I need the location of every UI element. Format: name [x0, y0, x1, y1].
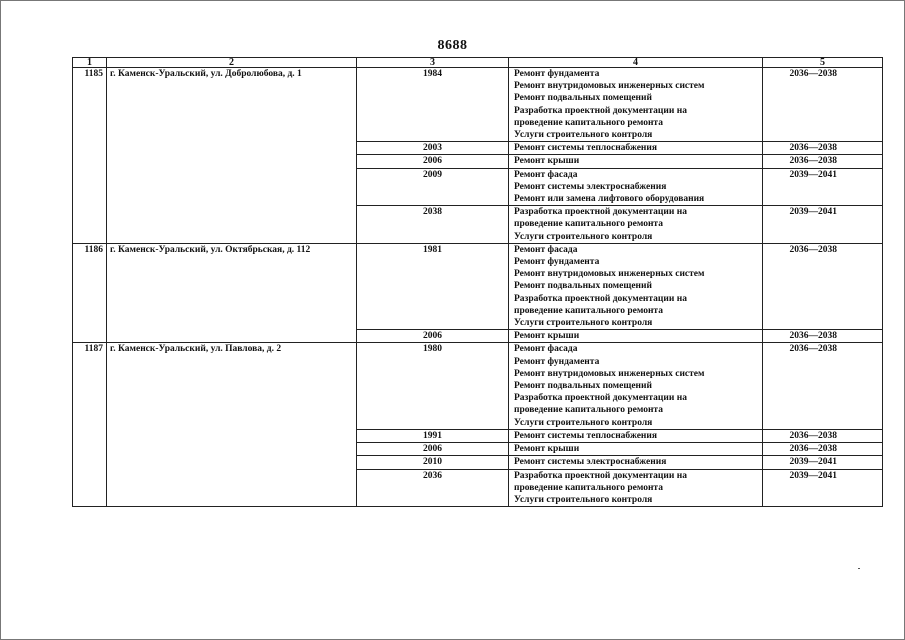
entry-number: 1187 — [73, 343, 107, 507]
work-item: Разработка проектной документации на — [514, 207, 687, 218]
entry-number: 1185 — [73, 68, 107, 244]
work-item: Услуги строительного контроля — [514, 494, 653, 505]
build-year: 2006 — [357, 155, 509, 168]
work-item: Разработка проектной документации на — [514, 105, 687, 116]
repair-period: 2036—2038 — [763, 443, 883, 456]
header-row — [73, 58, 883, 68]
repair-schedule-table — [72, 57, 883, 507]
build-year: 2038 — [357, 206, 509, 244]
entry-address: г. Каменск-Уральский, ул. Октябрьская, д. 112 — [107, 243, 357, 343]
work-item: Услуги строительного контроля — [514, 318, 653, 329]
work-list — [509, 456, 763, 469]
work-item: Ремонт системы электроснабжения — [514, 181, 667, 192]
repair-period: 2036—2038 — [763, 68, 883, 142]
header-col-2: 2 — [107, 58, 357, 68]
work-list — [509, 155, 763, 168]
work-item: Разработка проектной документации на — [514, 393, 687, 404]
work-item: Ремонт подвальных помещений — [514, 281, 652, 292]
work-item: Ремонт фасада — [514, 169, 578, 180]
work-item: Ремонт внутридомовых инженерных систем — [514, 81, 705, 92]
build-year: 2003 — [357, 142, 509, 155]
work-item: Ремонт крыши — [514, 444, 580, 455]
work-list — [509, 429, 763, 442]
work-item: Услуги строительного контроля — [514, 231, 653, 242]
work-item: Ремонт фасада — [514, 244, 578, 255]
table-row — [73, 343, 883, 429]
work-list — [509, 343, 763, 429]
work-item: Ремонт фасада — [514, 344, 578, 355]
work-item: Ремонт или замена лифтового оборудования — [514, 194, 705, 205]
table-body — [73, 68, 883, 507]
work-item: Ремонт фундамента — [514, 69, 600, 79]
scan-speck — [858, 568, 860, 569]
build-year: 1981 — [357, 243, 509, 329]
work-item: проведение капитального ремонта — [514, 482, 663, 493]
work-item: Ремонт фундамента — [514, 257, 600, 268]
work-item: Ремонт внутридомовых инженерных систем — [514, 269, 705, 280]
work-item: проведение капитального ремонта — [514, 219, 663, 230]
page-number: 8688 — [437, 38, 468, 53]
work-list — [509, 443, 763, 456]
work-list — [509, 330, 763, 343]
repair-period: 2039—2041 — [763, 469, 883, 507]
build-year: 2009 — [357, 168, 509, 206]
work-item: Услуги строительного контроля — [514, 417, 653, 428]
work-list — [509, 243, 763, 329]
work-item: Ремонт системы теплоснабжения — [514, 430, 658, 441]
work-item: проведение капитального ремонта — [514, 305, 663, 316]
header-col-3: 3 — [357, 58, 509, 68]
work-list — [509, 206, 763, 244]
repair-period: 2039—2041 — [763, 206, 883, 244]
work-list — [509, 168, 763, 206]
build-year: 1991 — [357, 429, 509, 442]
work-item: Ремонт подвальных помещений — [514, 381, 652, 392]
work-item: Разработка проектной документации на — [514, 293, 687, 304]
build-year: 2006 — [357, 330, 509, 343]
work-list — [509, 142, 763, 155]
work-item: Ремонт крыши — [514, 156, 580, 167]
header-col-4: 4 — [509, 58, 763, 68]
work-item: проведение капитального ремонта — [514, 405, 663, 416]
work-item: Разработка проектной документации на — [514, 470, 687, 481]
work-item: Услуги строительного контроля — [514, 130, 653, 141]
table-row — [73, 243, 883, 329]
work-item: Ремонт внутридомовых инженерных систем — [514, 368, 705, 379]
work-item: Ремонт крыши — [514, 331, 580, 342]
build-year: 1984 — [357, 68, 509, 142]
build-year: 2006 — [357, 443, 509, 456]
entry-address: г. Каменск-Уральский, ул. Павлова, д. 2 — [107, 343, 357, 507]
table-row — [73, 68, 883, 142]
repair-period: 2036—2038 — [763, 243, 883, 329]
entry-number: 1186 — [73, 243, 107, 343]
work-list — [509, 469, 763, 507]
build-year: 2010 — [357, 456, 509, 469]
entry-address: г. Каменск-Уральский, ул. Добролюбова, д. 1 — [107, 68, 357, 244]
repair-period: 2036—2038 — [763, 343, 883, 429]
repair-period: 2036—2038 — [763, 155, 883, 168]
repair-period: 2039—2041 — [763, 456, 883, 469]
work-list — [509, 68, 763, 142]
work-item: Ремонт системы электроснабжения — [514, 457, 667, 468]
repair-period: 2036—2038 — [763, 330, 883, 343]
work-item: Ремонт фундамента — [514, 356, 600, 367]
header-col-1: 1 — [73, 58, 107, 68]
repair-period: 2036—2038 — [763, 429, 883, 442]
work-item: проведение капитального ремонта — [514, 117, 663, 128]
build-year: 2036 — [357, 469, 509, 507]
header-col-5: 5 — [763, 58, 883, 68]
repair-period: 2036—2038 — [763, 142, 883, 155]
work-item: Ремонт подвальных помещений — [514, 93, 652, 104]
repair-period: 2039—2041 — [763, 168, 883, 206]
build-year: 1980 — [357, 343, 509, 429]
work-item: Ремонт системы теплоснабжения — [514, 143, 658, 154]
